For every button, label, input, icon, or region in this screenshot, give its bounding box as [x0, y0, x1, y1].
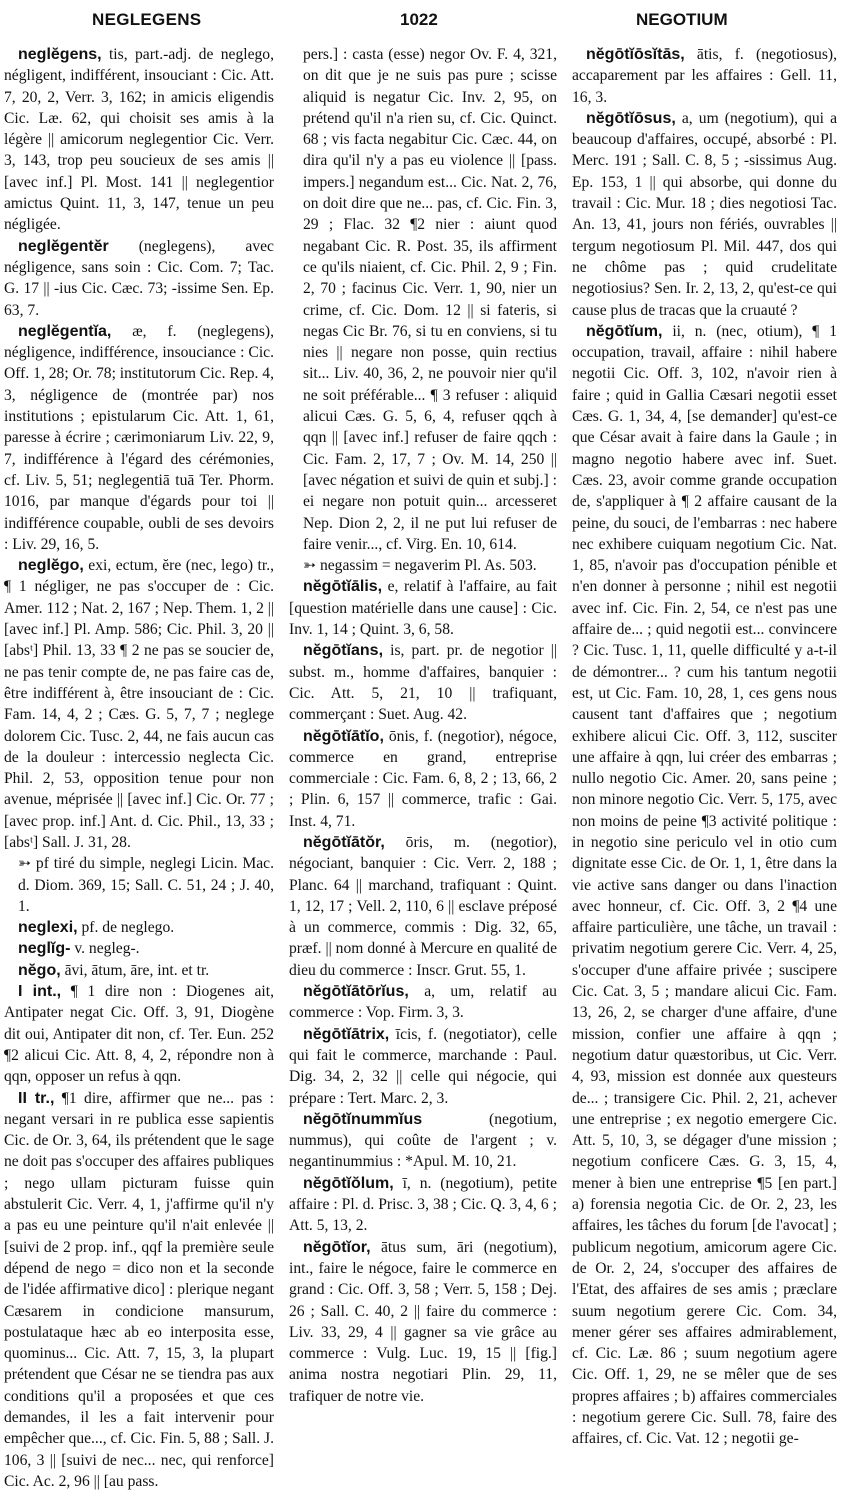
- right-running-headword: NEGOTIUM: [636, 10, 728, 29]
- entry-headword: nĕgōtĭum,: [586, 322, 663, 340]
- entry-headword: nĕgo,: [18, 961, 61, 979]
- entry-text: æ, f. (neglegens), négligence, indifférence, insouciance : Cic. Off. 1, 28; Or. 78; institutorum Cic. Rep. 4, 3, négligence de (montrée par) nos institutions ; epistularum Cic. Att. 1, 61, paresse à écrire ; cærimoniarum Liv. 22, 9, 7, indifférence à l'égard des cérémonies, cf. Liv. 5, 51; neglegentiā tuā Ter. Phorm. 1016, par manque d'égards pour toi || indifférence coupable, oubli de ses devoirs : Liv. 29, 16, 5.: [4, 322, 274, 553]
- dictionary-entry: [572, 44, 837, 108]
- dictionary-entry: [4, 236, 274, 321]
- entry-text: exi, ectum, ĕre (nec, lego) tr., ¶ 1 négliger, ne pas s'occuper de : Cic. Amer. 112 ; Nat. 2, 167 ; Nep. Them. 1, 2 || [avec inf.] Pl. Amp. 586; Cic. Phil. 3, 20 || [absᵗ] Phil. 13, 33 ¶ 2 ne pas se soucier de, ne pas tenir compte de, ne pas faire cas de, être indifférent à, être insouciant de : Cic. Fam. 14, 4, 2 ; Cæs. G. 5, 7, 7 ; neglege dolorem Cic. Tusc. 2, 44, ne fais aucun cas de la douleur : intercessio neglecta Cic. Phil. 2, 53, opposition tenue pour non avenue, méprisée || [avec inf.] Cic. Or. 77 ; [avec prop. inf.] Ant. d. Cic. Phil., 13, 33 ; [absᵗ] Sall. J. 31, 28.: [4, 557, 275, 851]
- entry-headword: II tr.,: [18, 1089, 55, 1107]
- entry-text: pers.] : casta (esse) negor Ov. F. 4, 321, on dit que je ne suis pas pure ; scisse aliquid is negatur Cic. Inv. 2, 95, on prétend qu'il n'a rien su, cf. Cic. Quinct. 68 ; vis facta negabitur Cic. Cæc. 44, on dira qu'il n'y a pas eu violence || [pass. impers.] negandum est... Cic. Nat. 2, 76, on doit dire que ne... pas, cf. Cic. Fin. 3, 29 ; Flac. 32 ¶2 nier : aiunt quod negabant Cic. R. Post. 35, ils affirment ce qu'ils niaient, cf. Cic. Phil. 2, 9 ; Fin. 2, 70 ; facinus Cic. Verr. 1, 90, nier un crime, cf. Cic. Dom. 12 || si fateris, si negas Cic Br. 76, si tu en conviens, si tu nies || negare non posse, quin rectius sit... Liv. 40, 36, 2, ne pouvoir nier qu'il ne soit préférable... ¶ 3 refuser : aliquid alicui Cæs. G. 5, 6, 4, refuser qqch à qqn || [avec inf.] refuser de faire qqch : Cic. Fam. 2, 17, 7 ; Ov. M. 14, 250 || [avec négation et suivi de quin et subj.] : ei negare non potuit quin... arcesseret Nep. Dion 2, 2, il ne put lui refuser de faire venir..., cf. Virg. En. 10, 614.: [303, 46, 557, 553]
- entry-text: (neglegens), avec négligence, sans soin : Cic. Com. 7; Tac. G. 17 || -ius Cic. Cæc. 73; -issime Sen. Ep. 63, 7.: [4, 237, 274, 319]
- entry-text: ¶ 1 dire non : Diogenes ait, Antipater negat Cic. Off. 3, 91, Diogène dit oui, Antipater dit non, cf. Ter. Eun. 252 ¶2 alicui Cic. Att. 8, 4, 2, répondre non à qqn, opposer un refus à qqn.: [4, 983, 274, 1086]
- entry-text: is, part. pr. de negotior || subst. m., homme d'affaires, banquier : Cic. Att. 5, 21, 10 || trafiquant, commerçant : Suet. Aug. 42.: [289, 642, 558, 724]
- dictionary-entry: [4, 938, 274, 959]
- dictionary-entry: [4, 321, 274, 555]
- dictionary-entry: [4, 853, 274, 917]
- entry-headword: nĕgōtĭōsus,: [586, 109, 676, 127]
- entry-text: ātus sum, āri (negotium), int., faire le négoce, faire le commerce en grand : Cic. Off. 3, 58 ; Verr. 5, 158 ; Dej. 26 ; Sall. C. 40, 2 || faire du commerce : Liv. 33, 29, 4 || gagner sa vie grâce au commerce : Vulg. Luc. 19, 15 || [fig.] anima nostra negotiari Plin. 29, 11, trafiquer de notre vie.: [289, 1238, 557, 1405]
- dictionary-entry: [572, 321, 837, 1450]
- dictionary-entry: [4, 555, 274, 853]
- entry-headword: nĕgōtĭor,: [303, 1238, 371, 1256]
- dictionary-entry: [289, 555, 557, 576]
- entry-headword: nĕgōtĭātŏr,: [303, 833, 385, 851]
- entry-headword: nĕgōtĭātōrĭus,: [303, 983, 409, 1001]
- dictionary-entry: [289, 44, 557, 555]
- entry-headword: nĕgōtĭātĭo,: [303, 727, 384, 745]
- entry-headword: neglĭg-: [18, 940, 71, 958]
- entry-text: a, um, relatif au commerce : Vop. Firm. 3, 3.: [289, 983, 557, 1022]
- dictionary-entry: [4, 981, 274, 1087]
- entry-text: ➳ negassim = negaverim Pl. As. 503.: [303, 557, 537, 575]
- entry-text: āvi, ātum, āre, int. et tr.: [64, 961, 210, 979]
- entry-text: pf. de neglego.: [81, 919, 175, 937]
- dictionary-entry: [289, 726, 557, 832]
- entry-headword: nĕgōtĭŏlum,: [303, 1174, 394, 1192]
- entry-text: ➳ pf tiré du simple, neglegi Licin. Mac. d. Diom. 369, 15; Sall. C. 51, 24 ; J. 40, 1.: [18, 855, 274, 915]
- entry-headword: nĕgōtĭōsĭtās,: [586, 46, 685, 63]
- page-header: [0, 0, 841, 36]
- dictionary-entry: [289, 1109, 557, 1173]
- dictionary-entry: [289, 640, 557, 725]
- entry-text: e, relatif à l'affaire, au fait [question matérielle dans une cause] : Cic. Inv. 1, 14 ; Quint. 3, 6, 58.: [289, 578, 557, 639]
- dictionary-entry: [289, 981, 557, 1024]
- entry-text: ī, n. (negotium), petite affaire : Pl. d. Prisc. 3, 38 ; Cic. Q. 3, 4, 6 ; Att. 5, 13, 2.: [289, 1174, 557, 1235]
- entry-text: ōris, m. (negotior), négociant, banquier : Cic. Verr. 2, 188 ; Planc. 64 || marchand, trafiquant : Quint. 1, 12, 17 ; Vell. 2, 110, 6 || esclave préposé à un commerce, commis : Dig. 32, 65, præf. || nom donné à Mercure en qualité de dieu du commerce : Inscr. Grut. 55, 1.: [289, 833, 557, 979]
- entry-headword: nĕgōtĭātrix,: [303, 1025, 390, 1043]
- entry-headword: nĕgōtĭans,: [303, 642, 384, 660]
- entry-text: ātis, f. (negotiosus), accaparement par les affaires : Gell. 11, 16, 3.: [572, 46, 838, 106]
- left-running-headword: NEGLEGENS: [92, 10, 202, 29]
- column-2: [289, 44, 558, 1405]
- entry-text: ii, n. (nec, otium), ¶ 1 occupation, travail, affaire : nihil habere negotii Cic. Off. 3, 102, n'avoir rien à faire ; quid in Gallia Cæsari negotii esset Cæs. G. 1, 34, 4, [se demander] qu'est-ce que César avait à faire dans la Gaule ; in magno negotio habere avec inf. Suet. Cæs. 23, avoir comme grande occupation de, s'appliquer à ¶ 2 affaire causant de la peine, du souci, de l'embarras : nec habere nec exhibere cuiquam negotium Cic. Nat. 1, 85, n'avoir pas d'occupation pénible et n'en donner à personne ; nihil est negotii avec inf. Cic. Fin. 2, 54, ce n'est pas une affaire de... ; quid negotii est... convincere ? Cic. Tusc. 1, 11, quelle difficulté y a-t-il de démontrer... ? cum his tantum negotii est, ut Cic. Fam. 10, 28, 1, ces gens nous causent tant d'affaires que ; negotium exhibere alicui Cic. Off. 3, 112, susciter une affaire à qqn, lui créer des embarras ; nullo negotio Cic. Amer. 20, sans peine ; non minore negotio Cic. Verr. 5, 175, avec non moins de peine ¶3 activité politique : in negotio sine periculo vel in otio cum dignitate esse Cic. de Or. 1, 1, être dans la vie active sans danger ou dans l'inaction avec honneur, cf. Cic. Off. 3, 2 ¶4 une affaire particulière, une tâche, un travail : privatim negotium gerere Cic. Verr. 4, 25, s'occuper d'une affaire privée ; suscipere Cic. Cat. 3, 5 ; mandare alicui Cic. Fam. 13, 26, 2, se charger d'une affaire, d'une mission, confier une affaire à qqn ; negotium datur quæstoribus, ut Cic. Verr. 4, 93, mission est donnée aux questeurs de... ; transigere Cic. Phil. 2, 21, achever une entreprise ; ex negotio emergere Cic. Att. 5, 10, 3, se dégager d'une mission ; negotium conficere Cæs. G. 3, 15, 4, mener à bien une entreprise ¶5 [en part.] a) forensia negotia Cic. de Or. 2, 23, les affaires, les tâches du forum [de l'avocat] ; publicum negotium, amicorum agere Cic. de Or. 2, 24, s'occuper des affaires de l'Etat, des affaires de ses amis ; præclare suum negotium gerere Cic. Com. 34, mener gérer ses affaires admirablement, cf. Cic. Læ. 86 ; suum negotium agere Cic. Off. 1, 29, ne se mêler que de ses propres affaires ; b) affaires commerciales : negotium gerere Cic. Sull. 78, faire des affaires, cf. Cic. Vat. 12 ; negotii ge-: [572, 322, 837, 1448]
- entry-headword: neglĕgens,: [18, 46, 102, 63]
- page-number: 1022: [400, 10, 438, 29]
- dictionary-entry: [4, 960, 274, 981]
- dictionary-entry: [289, 576, 557, 640]
- entry-headword: neglexi,: [18, 919, 78, 937]
- entry-headword: nĕgōtĭnummĭus: [303, 1110, 423, 1128]
- dictionary-entry: [289, 1173, 557, 1237]
- entry-text: tis, part.-adj. de neglego, négligent, indifférent, insouciant : Cic. Att. 7, 20, 2, Verr. 3, 162; in amicis eligendis Cic. Læ. 62, qui choisit ses amis à la légère || amicorum neglegentior Cic. Verr. 3, 143, trop peu soucieux de ses amis || [avec inf.] Pl. Most. 141 || neglegentior amictus Quint. 11, 3, 147, tenue un peu négligée.: [4, 46, 274, 234]
- entry-headword: neglĕgentĭa,: [18, 322, 112, 340]
- column-3: [572, 44, 838, 1448]
- entry-headword: neglĕgo,: [18, 557, 84, 575]
- entry-headword: I int.,: [18, 983, 62, 1001]
- dictionary-entry: [289, 1024, 557, 1109]
- dictionary-entry: [289, 832, 557, 981]
- entry-text: īcis, f. (negotiator), celle qui fait le commerce, marchande : Paul. Dig. 34, 2, 32 || celle qui négocie, qui prépare : Tert. Marc. 2, 3.: [289, 1025, 557, 1107]
- dictionary-entry: [4, 917, 274, 938]
- entry-text: ¶1 dire, affirmer que ne... pas : negant versari in re publica esse sapientis Cic. de Or. 3, 64, ils prétendent que le sage ne doit pas s'occuper des affaires publiques ; nego ullam picturam fuisse quin abstulerit Cic. Verr. 4, 1, j'affirme qu'il n'y a pas eu une peinture qu'il n'ait enlevée || [suivi de 2 prop. inf., qqf la première seule dépend de nego = dico non et la seconde de l'idée affirmative dico] : plerique negant Cæsarem in condicione mansurum, postulataque hæc ab eo interposita esse, quominus... Cic. Att. 7, 15, 3, la plupart prétendent que César ne se tiendra pas aux conditions qu'il a proposées et que ces demandes, il les a fait intervenir pour empêcher que..., cf. Cic. Fin. 5, 88 ; Sall. J. 106, 3 || [suivi de nec... nec, qui renforce] Cic. Ac. 2, 96 || [au pass.: [4, 1089, 274, 1490]
- entry-text: v. negleg-.: [74, 940, 140, 958]
- entry-text: a, um (negotium), qui a beaucoup d'affaires, occupé, absorbé : Pl. Merc. 191 ; Sall. C. 8, 5 ; -sissimus Aug. Ep. 153, 1 || qui absorbe, qui donne du travail : Cic. Mur. 18 ; dies negotiosi Tac. An. 13, 41, jours non fériés, ouvrables || tergum negotiosum Pl. Mil. 447, dos qui ne chôme pas ; quid crudelitate negotiosius? Sen. Ir. 2, 13, 2, qu'est-ce qui cause plus de tracas que la cruauté ?: [572, 109, 837, 319]
- dictionary-entry: [4, 1088, 274, 1492]
- entry-text: (negotium, nummus), qui coûte de l'argent ; v. negantinummius : *Apul. M. 10, 21.: [289, 1110, 557, 1171]
- dictionary-entry: [4, 44, 274, 236]
- column-1: [4, 44, 275, 1490]
- entry-headword: nĕgōtĭālis,: [303, 578, 383, 596]
- entry-headword: neglĕgentĕr: [18, 237, 109, 255]
- entry-text: ōnis, f. (negotior), négoce, commerce en grand, entreprise commerciale : Cic. Fam. 6, 8, 2 ; 13, 66, 2 ; Plin. 6, 157 || commerce, trafic : Gai. Inst. 4, 71.: [289, 727, 557, 830]
- dictionary-entry: [572, 108, 837, 321]
- dictionary-entry: [289, 1237, 557, 1407]
